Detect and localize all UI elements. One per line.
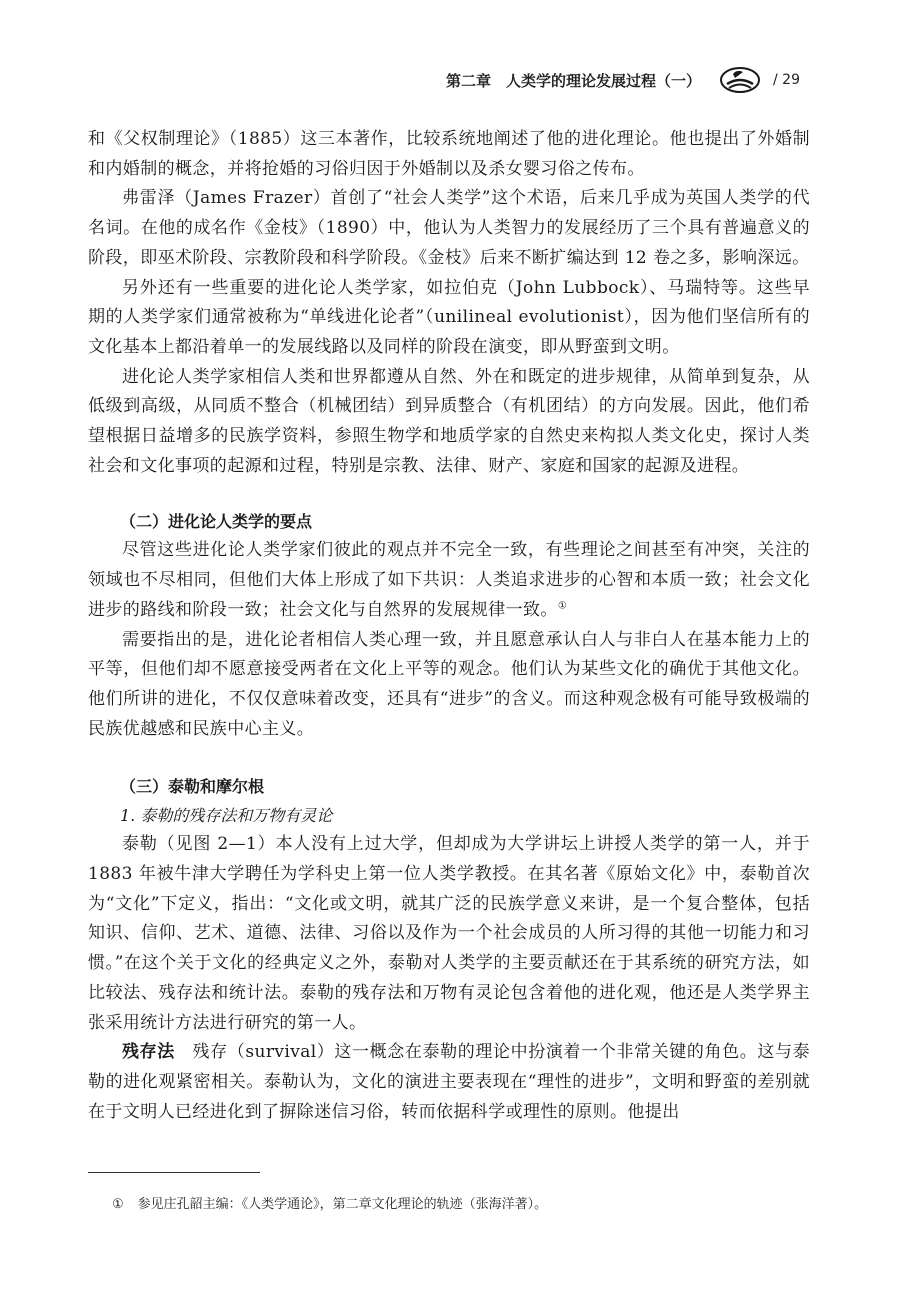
footnote-divider xyxy=(88,1172,260,1173)
subsection-heading: 1. 泰勒的残存法和万物有灵论 xyxy=(120,806,333,826)
paragraph-text: 残存（survival）这一概念在泰勒的理论中扮演着一个非常关键的角色。这与泰勒的进化观紧密相关。泰勒认为，文化的演进主要表现在“理性的进步”，文明和野蛮的差别就在于文明人已经进化到了摒除迷信习俗，转而依据科学或理性的原则。他提出 xyxy=(88,1042,811,1122)
publisher-logo-icon xyxy=(719,66,761,94)
section-heading: （三）泰勒和摩尔根 xyxy=(120,777,265,797)
footnote xyxy=(112,1195,547,1215)
body-text xyxy=(88,125,810,1127)
paragraph xyxy=(88,1038,810,1127)
paragraph xyxy=(88,536,810,625)
chapter-title: 第二章 人类学的理论发展过程（一） xyxy=(446,71,702,90)
footnote-ref[interactable]: ① xyxy=(557,600,568,612)
paragraph: 另外还有一些重要的进化论人类学家，如拉伯克（John Lubbock）、马瑞特等。这些早期的人类学家们通常被称为“单线进化论者”（unilineal evolutionist），因为他们坚信所有的文化基本上都沿着单一的发展线路以及同样的阶段在演变，即从野蛮到文明。 xyxy=(88,277,810,357)
footnote-text: 参见庄孔韶主编：《人类学通论》，第二章文化理论的轨迹（张海洋著）。 xyxy=(137,1197,548,1212)
paragraph: 需要指出的是，进化论者相信人类心理一致，并且愿意承认白人与非白人在基本能力上的平等，但他们却不愿意接受两者在文化上平等的观念。他们认为某些文化的确优于其他文化。他们所讲的进化，不仅仅意味着改变，还具有“进步”的含义。而这种观念极有可能导致极端的民族优越感和民族中心主义。 xyxy=(88,629,810,739)
paragraph: 进化论人类学家相信人类和世界都遵从自然、外在和既定的进步规律，从简单到复杂，从低级到高级，从同质不整合（机械团结）到异质整合（有机团结）的方向发展。因此，他们希望根据日益增多的民族学资料，参照生物学和地质学家的自然史来构拟人类文化史，探讨人类社会和文化事项的起源和过程，特别是宗教、法律、财产、家庭和国家的起源及进程。 xyxy=(88,366,810,476)
paragraph: 和《父权制理论》（1885）这三本著作，比较系统地阐述了他的进化理论。他也提出了外婚制和内婚制的概念，并将抢婚的习俗归因于外婚制以及杀女婴习俗之传布。 xyxy=(88,129,810,179)
paragraph-text: 尽管这些进化论人类学家们彼此的观点并不完全一致，有些理论之间甚至有冲突，关注的领域也不尽相同，但他们大体上形成了如下共识：人类追求进步的心智和本质一致；社会文化进步的路线和阶段一致；社会文化与自然界的发展规律一致。 xyxy=(88,540,810,620)
run-in-heading: 残存法 xyxy=(122,1042,175,1063)
paragraph: 泰勒（见图 2—1）本人没有上过大学，但却成为大学讲坛上讲授人类学的第一人，并于 1883 年被牛津大学聘任为学科史上第一位人类学教授。在其名著《原始文化》中，泰勒首次为“文化”下定义，指出：“文化或文明，就其广泛的民族学意义来讲，是一个复合整体，包括知识、信仰、艺术、道德、法律、习俗以及作为一个社会成员的人所习得的其他一切能力和习惯。”在这个关于文化的经典定义之外，泰勒对人类学的主要贡献还在于其系统的研究方法，如比较法、残存法和统计法。泰勒的残存法和万物有灵论包含着他的进化观，他还是人类学界主张采用统计方法进行研究的第一人。 xyxy=(88,834,810,1033)
paragraph: 弗雷泽（James Frazer）首创了“社会人类学”这个术语，后来几乎成为英国人类学的代名词。在他的成名作《金枝》（1890）中，他认为人类智力的发展经历了三个具有普遍意义的阶段，即巫术阶段、宗教阶段和科学阶段。《金枝》后来不断扩编达到 12 卷之多，影响深远。 xyxy=(88,188,810,268)
section-heading: （二）进化论人类学的要点 xyxy=(120,512,313,532)
page-number: / 29 xyxy=(773,72,800,88)
running-header xyxy=(446,66,800,94)
footnote-mark: ① xyxy=(112,1197,124,1212)
